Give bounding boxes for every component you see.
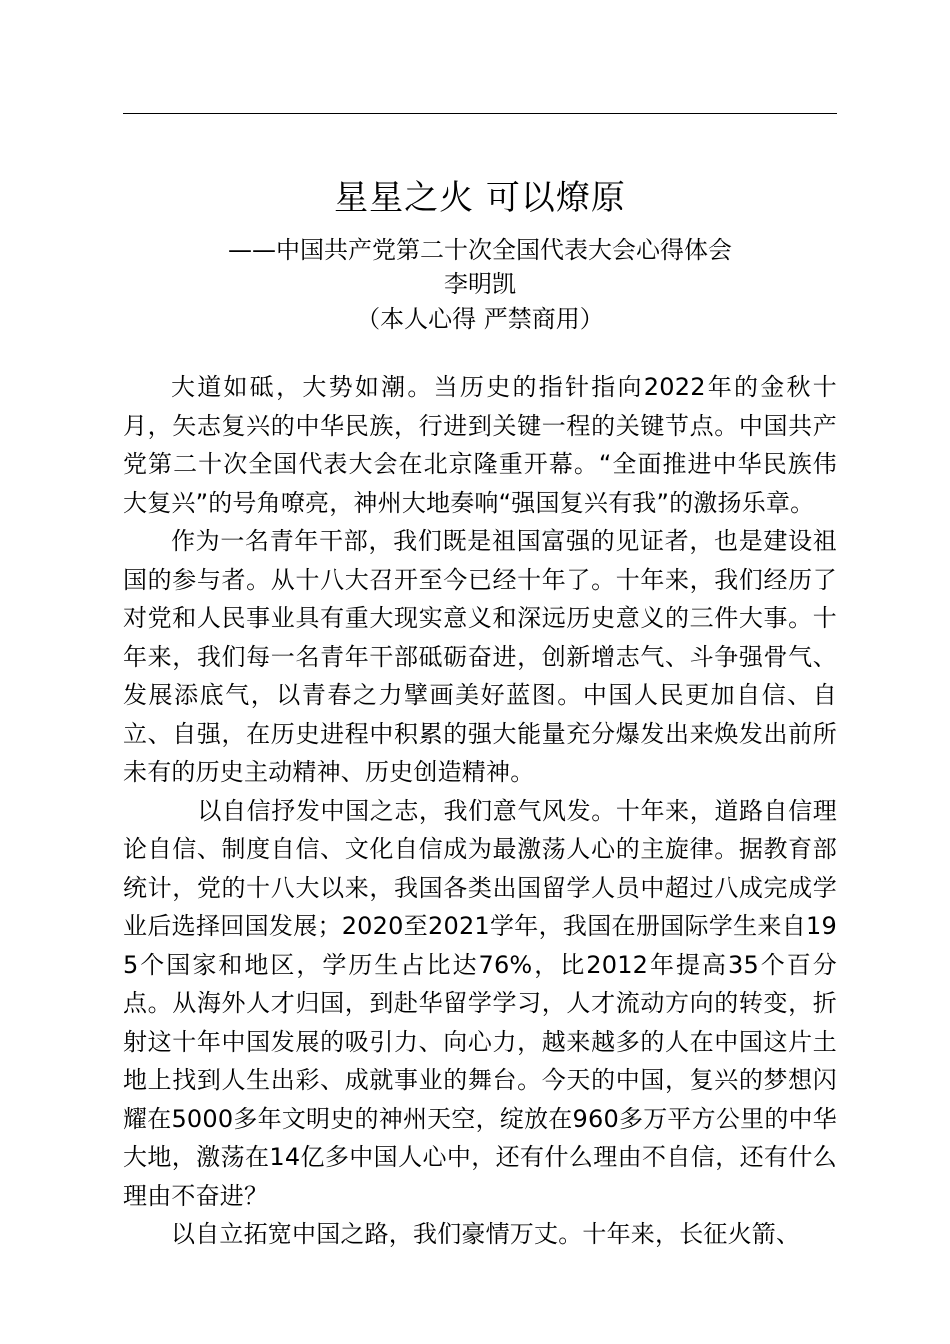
document-body	[123, 368, 837, 1254]
paragraph: 大道如砥，大势如潮。当历史的指针指向2022年的金秋十月，矢志复兴的中华民族，行进到关键一程的关键节点。中国共产党第二十次全国代表大会在北京隆重开幕。“全面推进中华民族伟大复兴”的号角嘹亮，神州大地奏响“强国复兴有我”的激扬乐章。	[123, 373, 837, 517]
document-title: 星星之火 可以燎原	[334, 178, 626, 218]
usage-notice: （本人心得 严禁商用）	[356, 305, 604, 333]
author-name: 李明凯	[444, 270, 516, 298]
paragraph: 以自立拓宽中国之路，我们豪情万丈。十年来，长征火箭、	[171, 1220, 801, 1248]
document-subtitle: ——中国共产党第二十次全国代表大会心得体会	[228, 236, 732, 264]
paragraph: 以自信抒发中国之志，我们意气风发。十年来，道路自信理论自信、制度自信、文化自信成为最激荡人心的主旋律。据教育部统计，党的十八大以来，我国各类出国留学人员中超过八成完成学业后选择回国发展；2020至2021学年，我国在册国际学生来自195个国家和地区，学历生占比达76%，比2012年提高35个百分点。从海外人才归国，到赴华留学学习，人才流动方向的转变，折射这十年中国发展的吸引力、向心力，越来越多的人在中国这片土地上找到人生出彩、成就事业的舞台。今天的中国，复兴的梦想闪耀在5000多年文明史的神州天空，绽放在960多万平方公里的中华大地，激荡在14亿多中国人心中，还有什么理由不自信，还有什么理由不奋进？	[123, 796, 837, 1210]
paragraph: 作为一名青年干部，我们既是祖国富强的见证者，也是建设祖国的参与者。从十八大召开至今已经十年了。十年来，我们经历了对党和人民事业具有重大现实意义和深远历史意义的三件大事。十年来，我们每一名青年干部砥砺奋进，创新增志气、斗争强骨气、发展添底气，以青春之力擘画美好蓝图。中国人民更加自信、自立、自强，在历史进程中积累的强大能量充分爆发出来焕发出前所未有的历史主动精神、历史创造精神。	[123, 527, 837, 786]
header-rule	[123, 113, 837, 114]
